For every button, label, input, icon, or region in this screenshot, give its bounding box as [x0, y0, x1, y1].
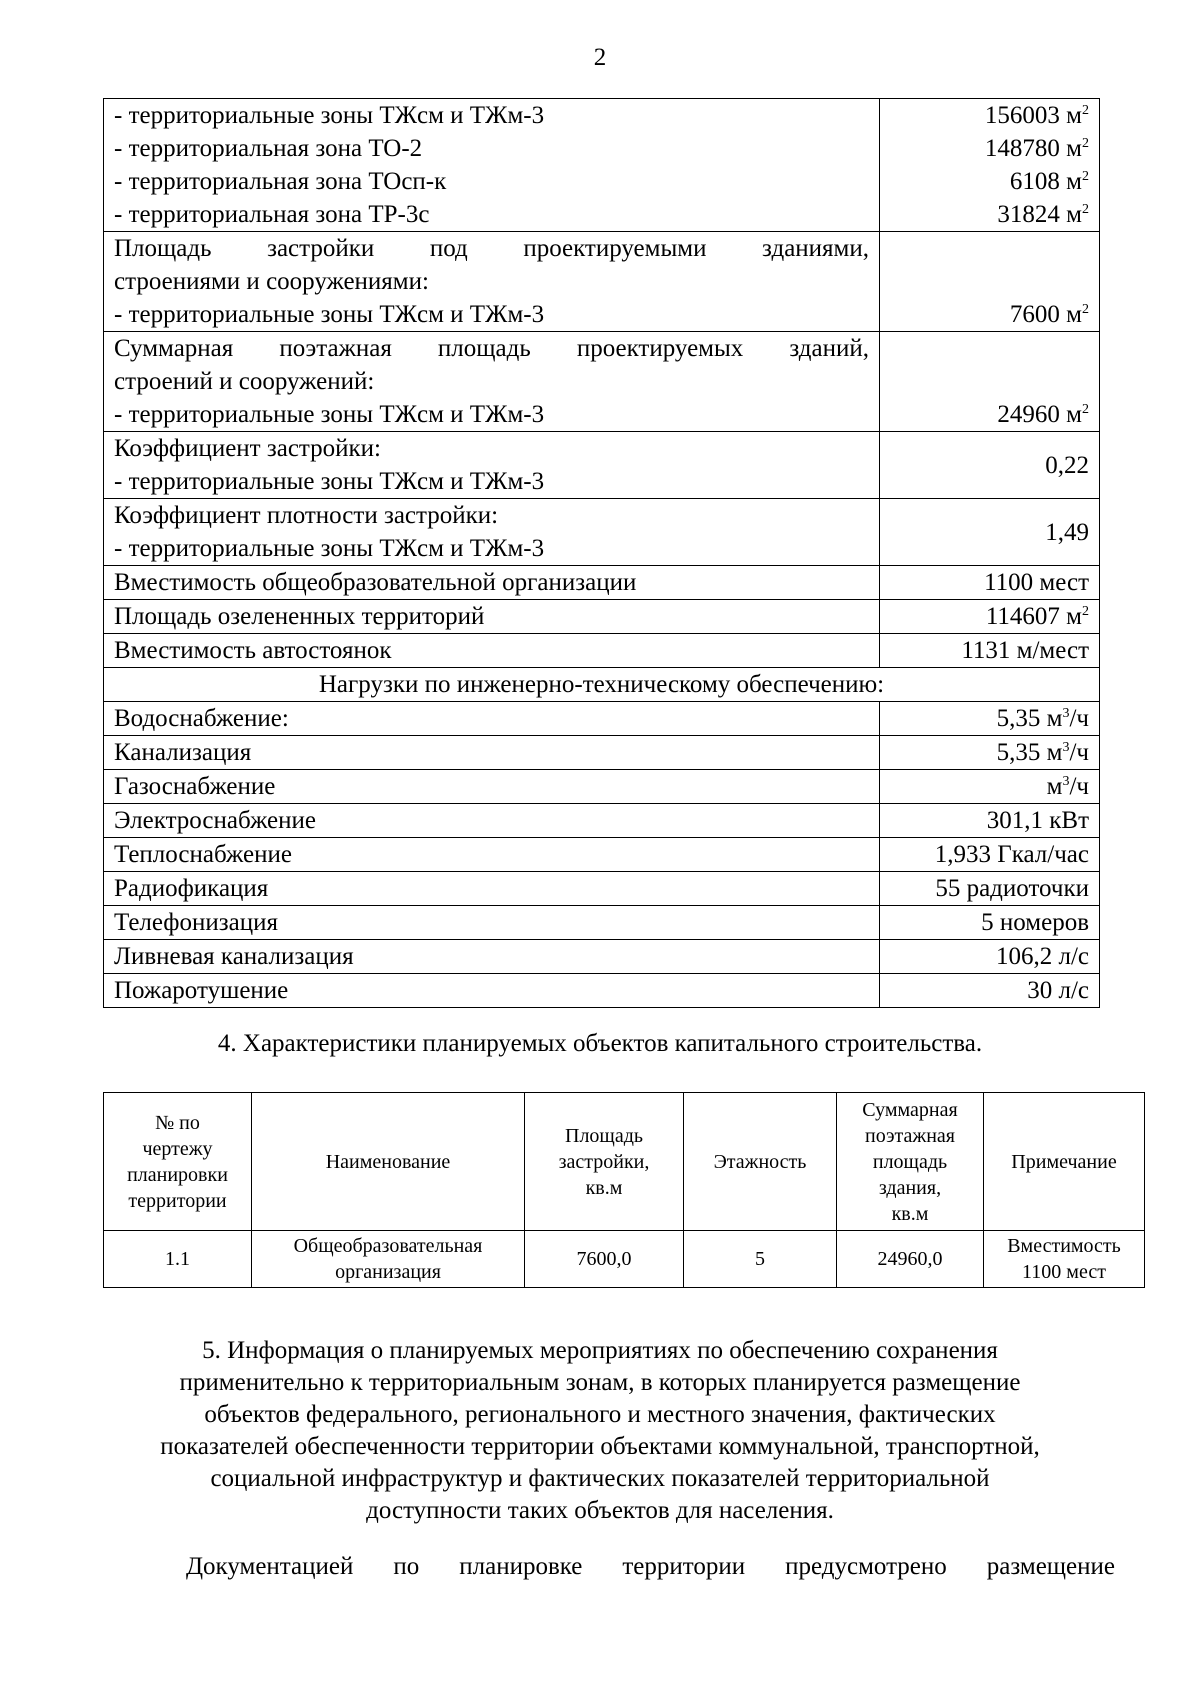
table-row: [104, 332, 1100, 432]
header-name: Наименование: [252, 1093, 525, 1231]
section-4-title: 4. Характеристики планируемых объектов капитального строительства.: [217, 1030, 983, 1057]
table-row: [104, 634, 1100, 668]
heat-label: Теплоснабжение: [104, 838, 880, 872]
coef-density-value: 1,49: [880, 499, 1100, 566]
cell-note: Вместимость 1100 мест: [984, 1231, 1145, 1288]
gas-value: $м^3/ч$: [880, 770, 1100, 804]
zone-label: - территориальная зона ТР-3с: [114, 201, 430, 228]
zone-label: - территориальная зона ТО-2: [114, 135, 423, 162]
table-row: [104, 232, 1100, 332]
table-row: [104, 940, 1100, 974]
table-row: [104, 566, 1100, 600]
header-number: № по чертежу планировки территории: [104, 1093, 252, 1231]
floor-area-value: 24960 $м^2$: [880, 332, 1100, 432]
storm-sewer-label: Ливневая канализация: [104, 940, 880, 974]
storm-sewer-value: 106,2 л/с: [880, 940, 1100, 974]
phone-label: Телефонизация: [104, 906, 880, 940]
page-number: 2: [593, 44, 607, 71]
coef-building-label: Коэффициент застройки: - территориальные зоны ТЖсм и ТЖм-3: [104, 432, 880, 499]
gas-label: Газоснабжение: [104, 770, 880, 804]
cell-name: Общеобразовательная организация: [252, 1231, 525, 1288]
capacity-school-label: Вместимость общеобразовательной организации: [104, 566, 880, 600]
table-row: [104, 770, 1100, 804]
parameters-table: [103, 98, 1100, 1008]
zones-values-cell: [880, 99, 1100, 232]
header-floors: Этажность: [684, 1093, 837, 1231]
cell-total-area: 24960,0: [837, 1231, 984, 1288]
parking-label: Вместимость автостоянок: [104, 634, 880, 668]
floor-area-label: Суммарная поэтажная площадь проектируемых зданий, строений и сооружений: - территориальные зоны ТЖсм и ТЖм-3: [104, 332, 880, 432]
cell-area: 7600,0: [525, 1231, 684, 1288]
header-area: Площадь застройки, кв.м: [525, 1093, 684, 1231]
firefighting-value: 30 л/с: [880, 974, 1100, 1008]
table-row: [104, 99, 1100, 232]
zone-label: - территориальная зона ТОсп-к: [114, 168, 447, 195]
zone-label: - территориальные зоны ТЖсм и ТЖм-3: [114, 102, 545, 129]
sewer-label: Канализация: [104, 736, 880, 770]
table-row: [104, 804, 1100, 838]
green-area-value: 114607 $м^2$: [880, 600, 1100, 634]
table-row: [104, 499, 1100, 566]
table-row: [104, 600, 1100, 634]
building-area-label: Площадь застройки под проектируемыми зданиями, строениями и сооружениями: - территориальные зоны ТЖсм и ТЖм-3: [104, 232, 880, 332]
radio-label: Радиофикация: [104, 872, 880, 906]
sewer-value: 5,35 $м^3/ч$: [880, 736, 1100, 770]
zones-labels-cell: [104, 99, 880, 232]
water-label: Водоснабжение:: [104, 702, 880, 736]
zone-value: 156003 $м^2$: [984, 102, 1089, 129]
table-row: [104, 432, 1100, 499]
header-total-area: Суммарная поэтажная площадь здания, кв.м: [837, 1093, 984, 1231]
heat-value: 1,933 Гкал/час: [880, 838, 1100, 872]
power-value: 301,1 кВт: [880, 804, 1100, 838]
zone-value: 6108 $м^2$: [1009, 168, 1089, 195]
water-value: 5,35 $м^3/ч$: [880, 702, 1100, 736]
table-row: [104, 736, 1100, 770]
green-area-label: Площадь озелененных территорий: [104, 600, 880, 634]
table-row: [104, 1231, 1145, 1288]
table-row: [104, 872, 1100, 906]
table-row: [104, 702, 1100, 736]
power-label: Электроснабжение: [104, 804, 880, 838]
coef-building-value: 0,22: [880, 432, 1100, 499]
capacity-school-value: 1100 мест: [880, 566, 1100, 600]
objects-table: [103, 1092, 1145, 1288]
coef-density-label: Коэффициент плотности застройки: - территориальные зоны ТЖсм и ТЖм-3: [104, 499, 880, 566]
section-5-paragraph: Документацией по планировке территории предусмотрено размещение: [186, 1553, 1115, 1580]
phone-value: 5 номеров: [880, 906, 1100, 940]
zone-value: 148780 $м^2$: [984, 135, 1089, 162]
section-5-title: 5. Информация о планируемых мероприятиях по обеспечению сохранения применительно к территориальным зонам, в которых планируется размещение объектов федерального, регионального и местного значения, фактических показателей обеспеченности территории объектами коммунальной, транспортной, социальной инфраструктур и фактических показателей территориальной доступности таких объектов для населения.: [160, 1337, 1040, 1524]
table-header-row: [104, 1093, 1145, 1231]
building-area-value: 7600 $м^2$: [880, 232, 1100, 332]
table-row: [104, 906, 1100, 940]
firefighting-label: Пожаротушение: [104, 974, 880, 1008]
table-row: [104, 974, 1100, 1008]
table-row: [104, 838, 1100, 872]
cell-number: 1.1: [104, 1231, 252, 1288]
loads-header: Нагрузки по инженерно-техническому обеспечению:: [104, 668, 1100, 702]
table-row: [104, 668, 1100, 702]
header-note: Примечание: [984, 1093, 1145, 1231]
parking-value: 1131 м/мест: [880, 634, 1100, 668]
radio-value: 55 радиоточки: [880, 872, 1100, 906]
zone-value: 31824 $м^2$: [997, 201, 1089, 228]
cell-floors: 5: [684, 1231, 837, 1288]
